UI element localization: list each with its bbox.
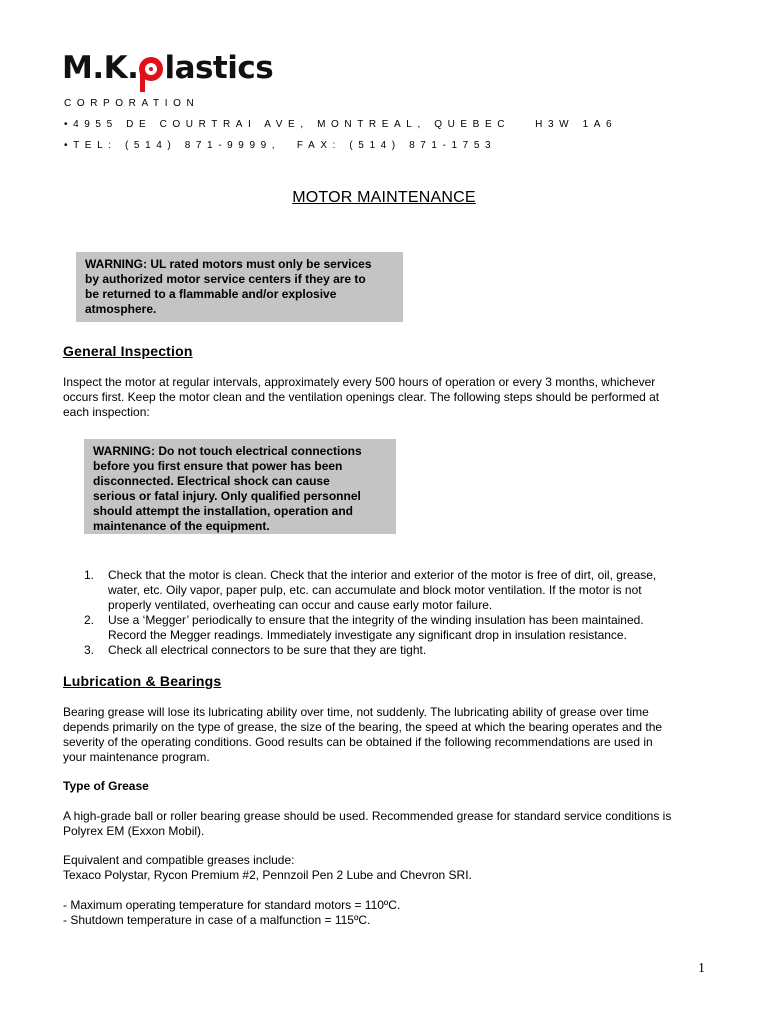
company-logo <box>62 46 273 90</box>
general-inspection-intro: Inspect the motor at regular intervals, approximately every 500 hours of operation or every 3 months, whichever occurs first. Keep the motor clean and the ventilation openings clear. The following steps should be performed at each inspection: <box>63 375 660 419</box>
step-number: 3. <box>84 643 95 657</box>
list-item <box>84 568 656 613</box>
logo-prefix: M.K. <box>62 50 139 86</box>
step-text: Check all electrical connectors to be sure that they are tight. <box>108 643 427 657</box>
list-item <box>84 613 656 643</box>
step-number: 1. <box>84 568 95 582</box>
lubrication-intro: Bearing grease will lose its lubricating ability over time, not suddenly. The lubricating ability of grease over time depends primarily on the type of grease, the size of the bearing, the speed at which the bearing operates and the severity of the operating conditions. Good results can be obtained if the following recommendations are used in your maintenance program. <box>63 705 663 764</box>
grease-type-heading: Type of Grease <box>63 779 149 793</box>
inspection-steps-list <box>84 568 656 658</box>
page-title: MOTOR MAINTENANCE <box>292 189 476 206</box>
step-text: Check that the motor is clean. Check that the interior and exterior of the motor is free of dirt, oil, grease, water, etc. Oily vapor, paper pulp, etc. can accumulate and block motor ventilation. If the motor is not properly ventilated, overheating can occur and cause early motor failure. <box>108 568 657 612</box>
logo-p-stem-icon <box>140 72 145 92</box>
electrical-warning-box: WARNING: Do not touch electrical connections before you first ensure that power has been disconnected. Electrical shock can cause serious or fatal injury. Only qualified personnel should attempt the installation, operation and maintenance of the equipment. <box>84 439 396 534</box>
general-inspection-heading: General Inspection <box>63 343 193 359</box>
lubrication-heading: Lubrication & Bearings <box>63 673 222 689</box>
step-number: 2. <box>84 613 95 627</box>
page-number: 1 <box>698 961 705 976</box>
equivalent-greases-text: Equivalent and compatible greases include: Texaco Polystar, Rycon Premium #2, Pennzoil Pen 2 Lube and Chevron SRI. <box>63 853 472 882</box>
step-text: Use a ‘Megger’ periodically to ensure that the integrity of the winding insulation has been maintained. Record the Megger readings. Immediately investigate any significant drop in insulation resistance. <box>108 613 644 642</box>
ul-warning-box: WARNING: UL rated motors must only be services by authorized motor service centers if they are to be returned to a flammable and/or explosive atmosphere. <box>76 252 403 322</box>
logo-suffix: lastics <box>164 50 274 86</box>
corporation-line: CORPORATION <box>64 98 200 109</box>
temperature-limits-text: - Maximum operating temperature for standard motors = 110ºC. - Shutdown temperature in case of a malfunction = 115ºC. <box>63 898 401 927</box>
grease-type-text: A high-grade ball or roller bearing grease should be used. Recommended grease for standard service conditions is Polyrex EM (Exxon Mobil). <box>63 809 672 838</box>
phone-fax-line: •TEL: (514) 871-9999, FAX: (514) 871-1753 <box>64 140 497 151</box>
list-item <box>84 643 656 658</box>
address-line: •4955 DE COURTRAI AVE, MONTREAL, QUEBEC H3W 1A6 <box>64 119 618 130</box>
